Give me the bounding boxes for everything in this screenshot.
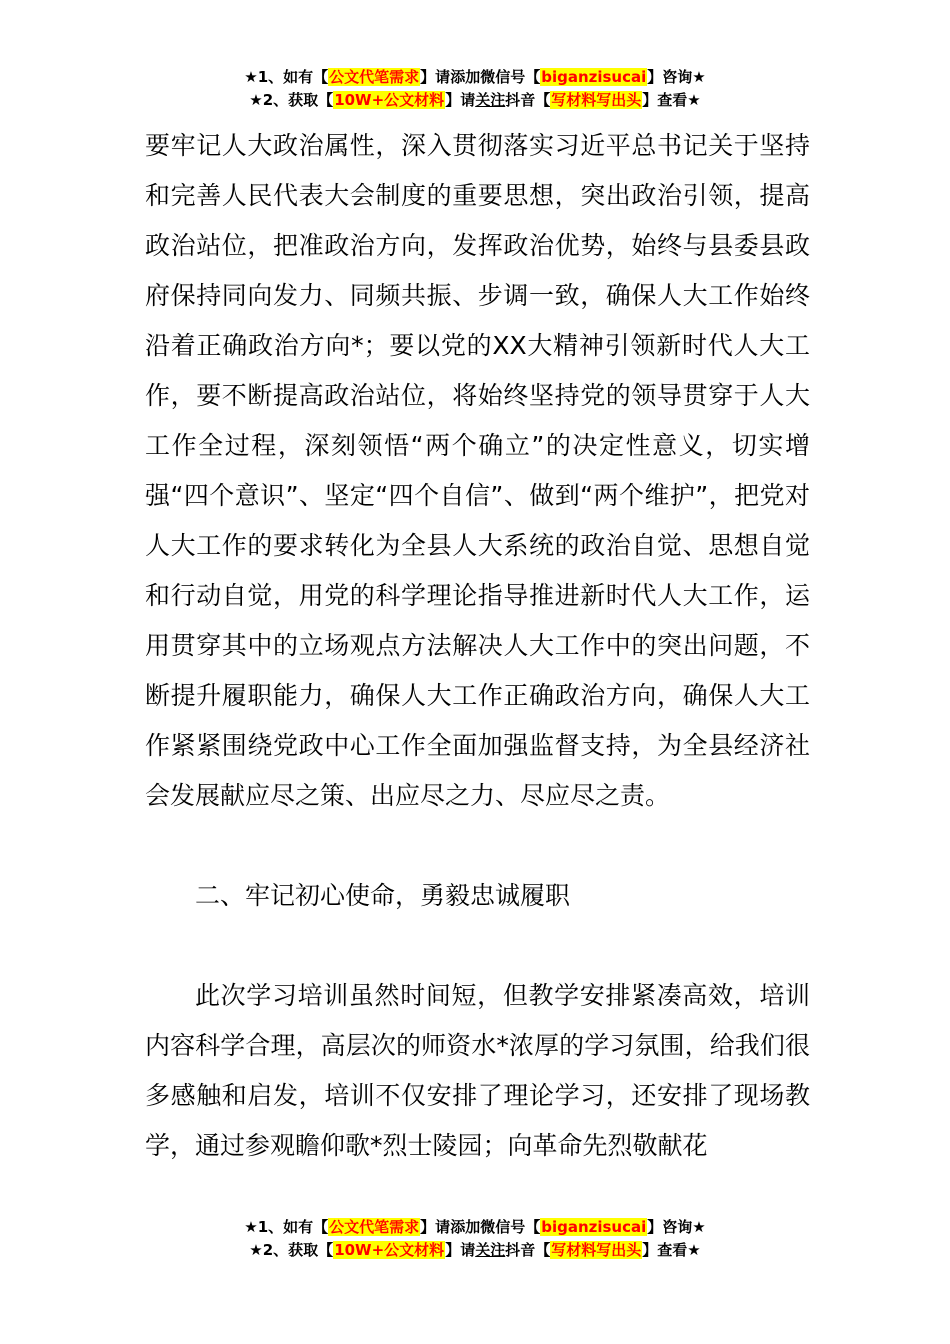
promo-line-1 (0, 1216, 950, 1239)
promo-emphasis: 添加 (450, 1218, 481, 1236)
promo-text: 抖音【 (505, 1241, 551, 1259)
promo-line-1 (0, 66, 950, 89)
section-heading-2: 二、牢记初心使命，勇毅忠诚履职 (195, 881, 571, 910)
promo-text: 】请 (445, 91, 476, 109)
promo-text: 】咨询★ (647, 1218, 706, 1236)
promo-text: 】请 (420, 68, 451, 86)
footer-promo (0, 1216, 950, 1262)
body-paragraph-2: 此次学习培训虽然时间短，但教学安排紧凑高效，培训内容科学合理，高层次的师资水*浓厚的学习氛围，给我们很多感触和启发，培训不仅安排了理论学习，还安排了现场教学，通过参观瞻仰歌*烈士陵园；向革命先烈敬献花 (145, 981, 810, 1160)
promo-text: 】请 (420, 1218, 451, 1236)
promo-line-2 (0, 89, 950, 112)
promo-highlight: 10W+公文材料 (334, 91, 445, 109)
promo-text: ★2、获取【 (249, 1241, 334, 1259)
promo-text: 抖音【 (505, 91, 551, 109)
promo-wechat-id: biganzisucai (541, 1218, 647, 1236)
body-paragraph-1: 要牢记人大政治属性，深入贯彻落实习近平总书记关于坚持和完善人民代表大会制度的重要思想，突出政治引领，提高政治站位，把准政治方向，发挥政治优势，始终与县委县政府保持同向发力、同频共振、步调一致，确保人大工作始终沿着正确政治方向*；要以党的XX大精神引领新时代人大工作，要不断提高政治站位，将始终坚持党的领导贯穿于人大工作全过程，深刻领悟“两个确立”的决定性意义，切实增强“四个意识”、坚定“四个自信”、做到“两个维护”，把党对人大工作的要求转化为全县人大系统的政治自觉、思想自觉和行动自觉，用党的科学理论指导推进新时代人大工作，运用贯穿其中的立场观点方法解决人大工作中的突出问题，不断提升履职能力，确保人大工作正确政治方向，确保人大工作紧紧围绕党政中心工作全面加强监督支持，为全县经济社会发展献应尽之策、出应尽之力、尽应尽之责。 (145, 131, 810, 810)
promo-highlight: 公文代笔需求 (329, 1218, 420, 1236)
promo-text: 微信号【 (480, 1218, 541, 1236)
promo-text: 】请 (445, 1241, 476, 1259)
header-promo (0, 66, 950, 112)
promo-emphasis: 添加 (450, 68, 481, 86)
promo-text: 】查看★ (642, 91, 701, 109)
promo-line-2 (0, 1239, 950, 1262)
paragraph-spacer (145, 921, 810, 971)
promo-emphasis: 关注 (475, 1241, 506, 1259)
promo-text: ★1、如有【 (244, 1218, 329, 1236)
promo-douyin-id: 写材料写出头 (551, 91, 642, 109)
promo-text: ★1、如有【 (244, 68, 329, 86)
promo-text: 微信号【 (480, 68, 541, 86)
promo-text: 】查看★ (642, 1241, 701, 1259)
promo-text: 】咨询★ (647, 68, 706, 86)
promo-douyin-id: 写材料写出头 (551, 1241, 642, 1259)
promo-emphasis: 关注 (475, 91, 506, 109)
promo-wechat-id: biganzisucai (541, 68, 647, 86)
promo-highlight: 公文代笔需求 (329, 68, 420, 86)
promo-text: ★2、获取【 (249, 91, 334, 109)
document-body (145, 121, 810, 1171)
paragraph-spacer (145, 821, 810, 871)
promo-highlight: 10W+公文材料 (334, 1241, 445, 1259)
